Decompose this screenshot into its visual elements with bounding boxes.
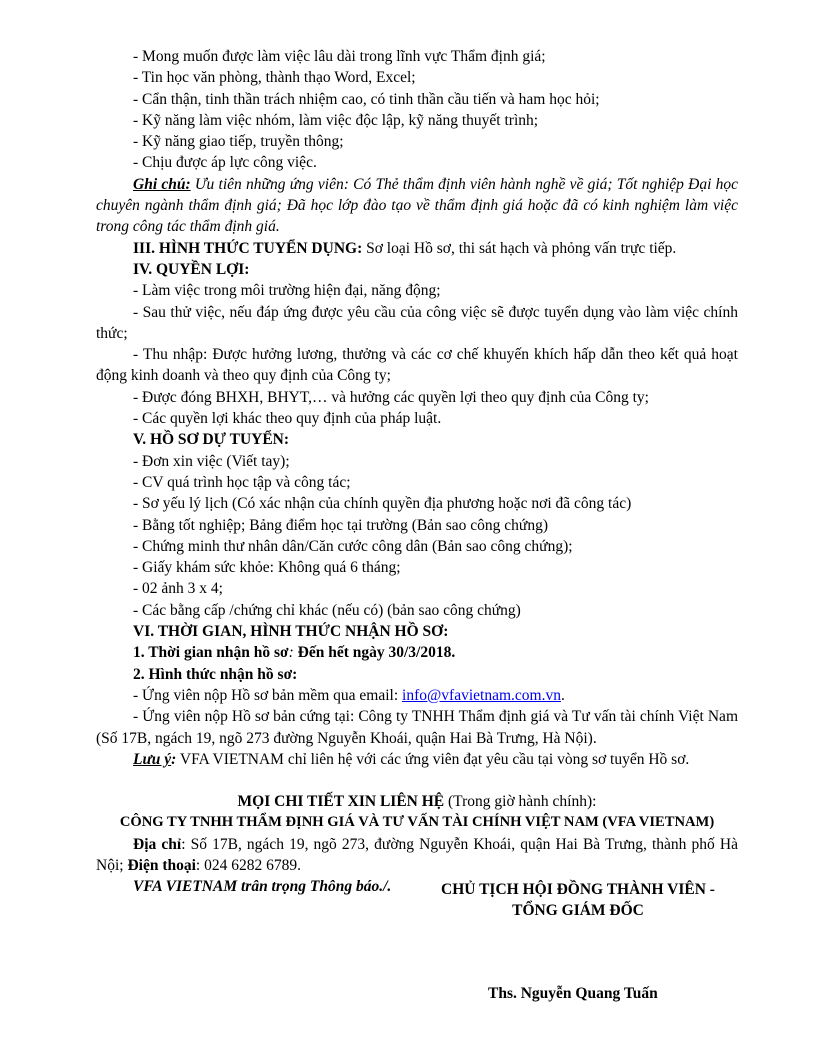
document-item: - Chứng minh thư nhân dân/Căn cước công dân (Bản sao công chứng); [133, 537, 573, 555]
benefit-item: - Sau thử việc, nếu đáp ứng được yêu cầu của công việc sẽ được tuyển dụng vào làm việc chính thức; [96, 303, 738, 342]
phone-label: Điện thoại [127, 856, 196, 874]
document-body [96, 46, 738, 898]
benefit-item: - Thu nhập: Được hưởng lương, thưởng và các cơ chế khuyến khích hấp dẫn theo kết quả hoạt động kinh doanh và theo quy định của Công ty; [96, 346, 738, 385]
closing-line: VFA VIETNAM trân trọng Thông báo./. [133, 878, 392, 896]
notice-text: VFA VIETNAM chỉ liên hệ với các ứng viên đạt yêu cầu tại vòng sơ tuyển Hồ sơ. [176, 750, 690, 768]
document-item: - 02 ảnh 3 x 4; [133, 580, 223, 598]
note-label: Ghi chú: [133, 175, 191, 193]
email-line [96, 685, 738, 706]
contact-heading-rest: (Trong giờ hành chính): [444, 793, 597, 811]
document-item: - CV quá trình học tập và công tác; [133, 473, 351, 491]
requirement-item: - Kỹ năng giao tiếp, truyền thông; [133, 133, 344, 151]
section-3-text: Sơ loại Hồ sơ, thi sát hạch và phỏng vấn trực tiếp. [362, 239, 677, 257]
signature-title-line1: CHỦ TỊCH HỘI ĐỒNG THÀNH VIÊN - [441, 881, 715, 898]
note-text: Ưu tiên những ứng viên: Có Thẻ thẩm định viên hành nghề về giá; Tốt nghiệp Đại học chuyên ngành thẩm định giá; Đã học lớp đào tạo về thẩm định giá hoặc đã có kinh nghiệm làm việc trong công tác thẩm định giá. [96, 175, 738, 236]
form-label: 2. Hình thức nhận hồ sơ: [133, 665, 298, 683]
address-line [96, 834, 738, 877]
contact-heading [96, 791, 738, 812]
notice-label: Lưu ý [133, 750, 172, 768]
time-label: 1. Thời gian nhận hồ sơ [133, 644, 289, 662]
requirement-item: - Chịu được áp lực công việc. [133, 154, 317, 172]
time-colon: : [288, 644, 294, 662]
note-paragraph [96, 174, 738, 238]
section-3 [96, 238, 738, 259]
phone-text: : 024 6282 6789. [195, 856, 301, 874]
section-6-heading: VI. THỜI GIAN, HÌNH THỨC NHẬN HỒ SƠ: [133, 623, 449, 641]
signer-name: Ths. Nguyễn Quang Tuấn [488, 985, 658, 1002]
requirement-item: - Mong muốn được làm việc lâu dài trong lĩnh vực Thẩm định giá; [133, 48, 546, 65]
email-suffix: . [560, 686, 565, 704]
section-3-heading: III. HÌNH THỨC TUYỂN DỤNG: [133, 239, 363, 257]
time-line [96, 642, 738, 663]
hardcopy-line: - Ứng viên nộp Hồ sơ bản cứng tại: Công ty TNHH Thẩm định giá và Tư vấn tài chính Việt Nam (Số 17B, ngách 19, ngõ 273 đường Nguyễn Khoái, quận Hai Bà Trưng, Hà Nội). [96, 708, 738, 747]
notice-colon: : [171, 750, 177, 768]
document-item: - Sơ yếu lý lịch (Có xác nhận của chính quyền địa phương hoặc nơi đã công tác) [133, 495, 632, 513]
address-text: : Số 17B, ngách 19, ngõ 273, đường Nguyễn Khoái, quận Hai Bà Trưng, thành phố Hà Nội; [96, 835, 738, 874]
email-prefix: - Ứng viên nộp Hồ sơ bản mềm qua email: [133, 686, 403, 704]
requirement-item: - Kỹ năng làm việc nhóm, làm việc độc lập, kỹ năng thuyết trình; [133, 111, 539, 129]
address-label: Địa chỉ [133, 835, 182, 853]
document-item: - Đơn xin việc (Viết tay); [133, 452, 290, 470]
document-item: - Giấy khám sức khỏe: Không quá 6 tháng; [133, 559, 401, 577]
time-text: Đến hết ngày 30/3/2018. [293, 644, 456, 662]
section-4-heading: IV. QUYỀN LỢI: [133, 260, 250, 278]
document-item: - Các bằng cấp /chứng chỉ khác (nếu có) (bản sao công chứng) [133, 601, 521, 619]
benefit-item: - Được đóng BHXH, BHYT,… và hưởng các quyền lợi theo quy định của Công ty; [133, 388, 649, 406]
email-link[interactable]: info@vfavietnam.com.vn [402, 686, 561, 704]
company-name: CÔNG TY TNHH THẨM ĐỊNH GIÁ VÀ TƯ VẤN TÀI CHÍNH VIỆT NAM (VFA VIETNAM) [119, 814, 715, 831]
benefit-item: - Các quyền lợi khác theo quy định của pháp luật. [133, 410, 442, 428]
notice-line [96, 749, 738, 770]
requirement-item: - Tin học văn phòng, thành thạo Word, Excel; [133, 69, 416, 87]
signature-title [420, 879, 736, 922]
benefit-item: - Làm việc trong môi trường hiện đại, năng động; [133, 282, 441, 300]
requirement-item: - Cẩn thận, tinh thần trách nhiệm cao, có tinh thần cầu tiến và ham học hỏi; [133, 90, 600, 108]
signature-title-line2: TỔNG GIÁM ĐỐC [512, 902, 644, 920]
document-item: - Bằng tốt nghiệp; Bảng điểm học tại trường (Bản sao công chứng) [133, 516, 548, 534]
section-5-heading: V. HỒ SƠ DỰ TUYỂN: [133, 431, 290, 449]
contact-heading-bold: MỌI CHI TIẾT XIN LIÊN HỆ [237, 793, 445, 811]
